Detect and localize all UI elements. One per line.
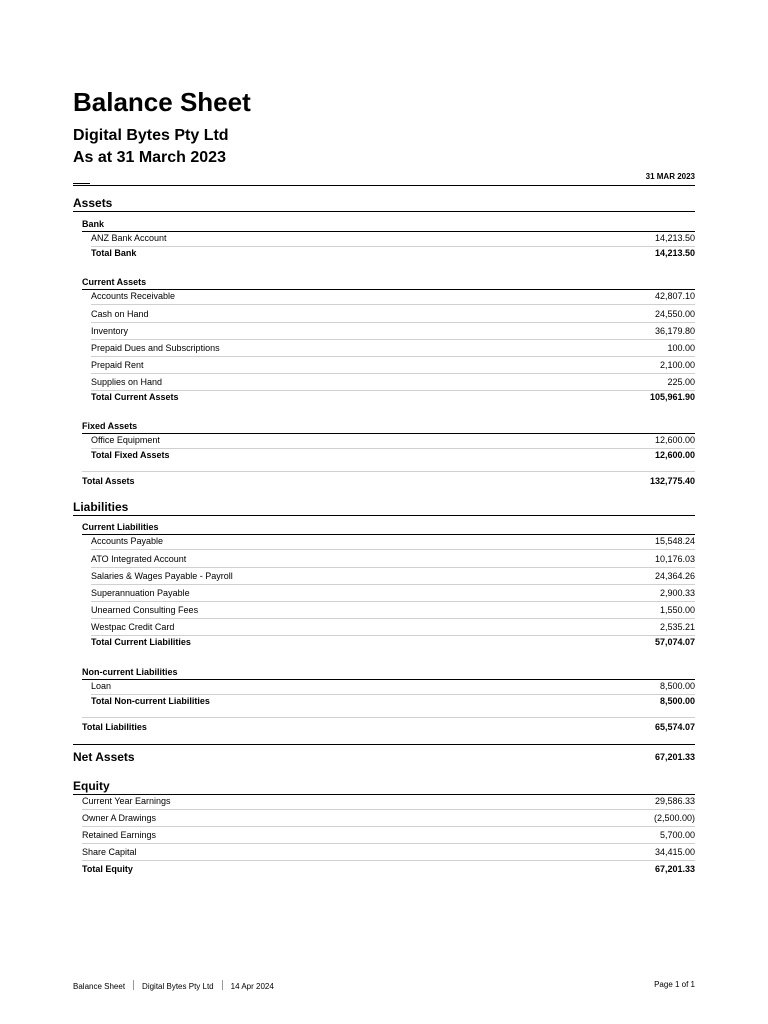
total-value: 8,500.00: [659, 696, 695, 706]
footer-company: Digital Bytes Pty Ltd: [142, 982, 214, 991]
row-value: 42,807.10: [654, 291, 695, 301]
row-label: Prepaid Dues and Subscriptions: [91, 343, 220, 353]
row-value: 29,586.33: [654, 796, 695, 806]
group-heading: Bank: [82, 219, 695, 232]
row-label: Office Equipment: [91, 435, 160, 445]
row-value: 14,213.50: [654, 233, 695, 243]
group-current-liabilities: [82, 522, 695, 650]
footer-separator: [133, 980, 134, 990]
total-value: 105,961.90: [649, 392, 695, 402]
report-title: Balance Sheet: [73, 87, 251, 117]
total-value: 65,574.07: [654, 722, 695, 732]
total-liabilities-row: [82, 717, 695, 735]
total-value: 14,213.50: [654, 248, 695, 258]
group-noncurrent-liabilities: [82, 667, 695, 709]
total-label: Total Current Liabilities: [91, 637, 191, 647]
net-assets-row: [73, 750, 695, 764]
row-value: 225.00: [667, 377, 695, 387]
table-row: [91, 323, 695, 340]
table-row: [91, 680, 695, 695]
footer-separator: [222, 980, 223, 990]
row-label: Prepaid Rent: [91, 360, 144, 370]
group-bank: [82, 219, 695, 261]
row-value: 36,179.80: [654, 326, 695, 336]
row-label: Owner A Drawings: [82, 813, 157, 823]
footer-date: 14 Apr 2024: [230, 982, 274, 991]
column-header-date: 31 MAR 2023: [645, 172, 695, 181]
group-heading: Fixed Assets: [82, 421, 695, 434]
row-label: Inventory: [91, 326, 129, 336]
total-label: Total Fixed Assets: [91, 450, 170, 460]
row-value: 8,500.00: [659, 681, 695, 691]
row-value: 10,176.03: [654, 554, 695, 564]
table-row: [91, 374, 695, 391]
total-value: 12,600.00: [654, 450, 695, 460]
row-value: 12,600.00: [654, 435, 695, 445]
row-value: 24,364.26: [654, 571, 695, 581]
section-heading-equity: Equity: [73, 779, 695, 795]
table-row: [91, 340, 695, 357]
section-heading-assets: Assets: [73, 196, 695, 212]
net-assets-rule: [73, 744, 695, 745]
row-value: 15,548.24: [654, 536, 695, 546]
group-heading: Current Liabilities: [82, 522, 695, 535]
total-label: Total Non-current Liabilities: [91, 696, 210, 706]
row-label: Superannuation Payable: [91, 588, 190, 598]
row-label: Salaries & Wages Payable - Payroll: [91, 571, 233, 581]
row-value: 5,700.00: [659, 830, 695, 840]
row-label: Unearned Consulting Fees: [91, 605, 199, 615]
net-assets-value: 67,201.33: [654, 752, 695, 762]
total-label: Total Equity: [82, 864, 133, 874]
row-value: 24,550.00: [654, 309, 695, 319]
row-label: Supplies on Hand: [91, 377, 163, 387]
row-value: (2,500.00): [653, 813, 695, 823]
group-heading: Current Assets: [82, 277, 695, 290]
group-total-row: [91, 636, 695, 650]
page-footer: [73, 980, 695, 992]
total-value: 132,775.40: [649, 476, 695, 486]
header-rule-stub: [73, 183, 90, 184]
table-row: [82, 795, 695, 810]
row-label: Cash on Hand: [91, 309, 149, 319]
total-assets-row: [82, 471, 695, 489]
table-row: [91, 357, 695, 374]
row-label: Accounts Payable: [91, 536, 164, 546]
total-value: 67,201.33: [654, 864, 695, 874]
total-value: 57,074.07: [654, 637, 695, 647]
total-label: Total Liabilities: [82, 722, 147, 732]
footer-page-number: Page 1 of 1: [654, 980, 695, 989]
total-equity-row: [82, 861, 695, 877]
net-assets-label: Net Assets: [73, 750, 135, 764]
row-label: Share Capital: [82, 847, 137, 857]
group-total-row: [91, 247, 695, 261]
table-row: [91, 434, 695, 449]
row-label: Accounts Receivable: [91, 291, 176, 301]
total-label: Total Current Assets: [91, 392, 179, 402]
report-page: [73, 0, 695, 1024]
row-value: 34,415.00: [654, 847, 695, 857]
row-value: 1,550.00: [659, 605, 695, 615]
group-equity: [82, 795, 695, 877]
table-row: [91, 619, 695, 636]
row-label: Westpac Credit Card: [91, 622, 175, 632]
table-row: [91, 535, 695, 550]
row-value: 2,535.21: [659, 622, 695, 632]
row-value: 2,900.33: [659, 588, 695, 598]
row-label: Retained Earnings: [82, 830, 157, 840]
footer-report-name: Balance Sheet: [73, 982, 126, 991]
company-name: Digital Bytes Pty Ltd: [73, 127, 229, 144]
group-total-row: [91, 449, 695, 463]
table-row: [91, 305, 695, 323]
row-label: Current Year Earnings: [82, 796, 171, 806]
table-row: [91, 550, 695, 568]
group-heading: Non-current Liabilities: [82, 667, 695, 680]
table-row: [91, 232, 695, 247]
row-value: 100.00: [667, 343, 695, 353]
group-total-row: [91, 391, 695, 405]
total-label: Total Assets: [82, 476, 135, 486]
group-fixed-assets: [82, 421, 695, 463]
row-label: Loan: [91, 681, 112, 691]
report-date: As at 31 March 2023: [73, 149, 226, 166]
table-row: [82, 827, 695, 844]
header-rule: [73, 185, 695, 186]
table-row: [91, 585, 695, 602]
table-row: [91, 290, 695, 305]
section-heading-liabilities: Liabilities: [73, 500, 695, 516]
group-total-row: [91, 695, 695, 709]
group-current-assets: [82, 277, 695, 405]
row-label: ATO Integrated Account: [91, 554, 187, 564]
table-row: [82, 844, 695, 861]
table-row: [82, 810, 695, 827]
table-row: [91, 602, 695, 619]
row-value: 2,100.00: [659, 360, 695, 370]
row-label: ANZ Bank Account: [91, 233, 167, 243]
footer-info: [73, 980, 274, 992]
total-label: Total Bank: [91, 248, 137, 258]
table-row: [91, 568, 695, 585]
